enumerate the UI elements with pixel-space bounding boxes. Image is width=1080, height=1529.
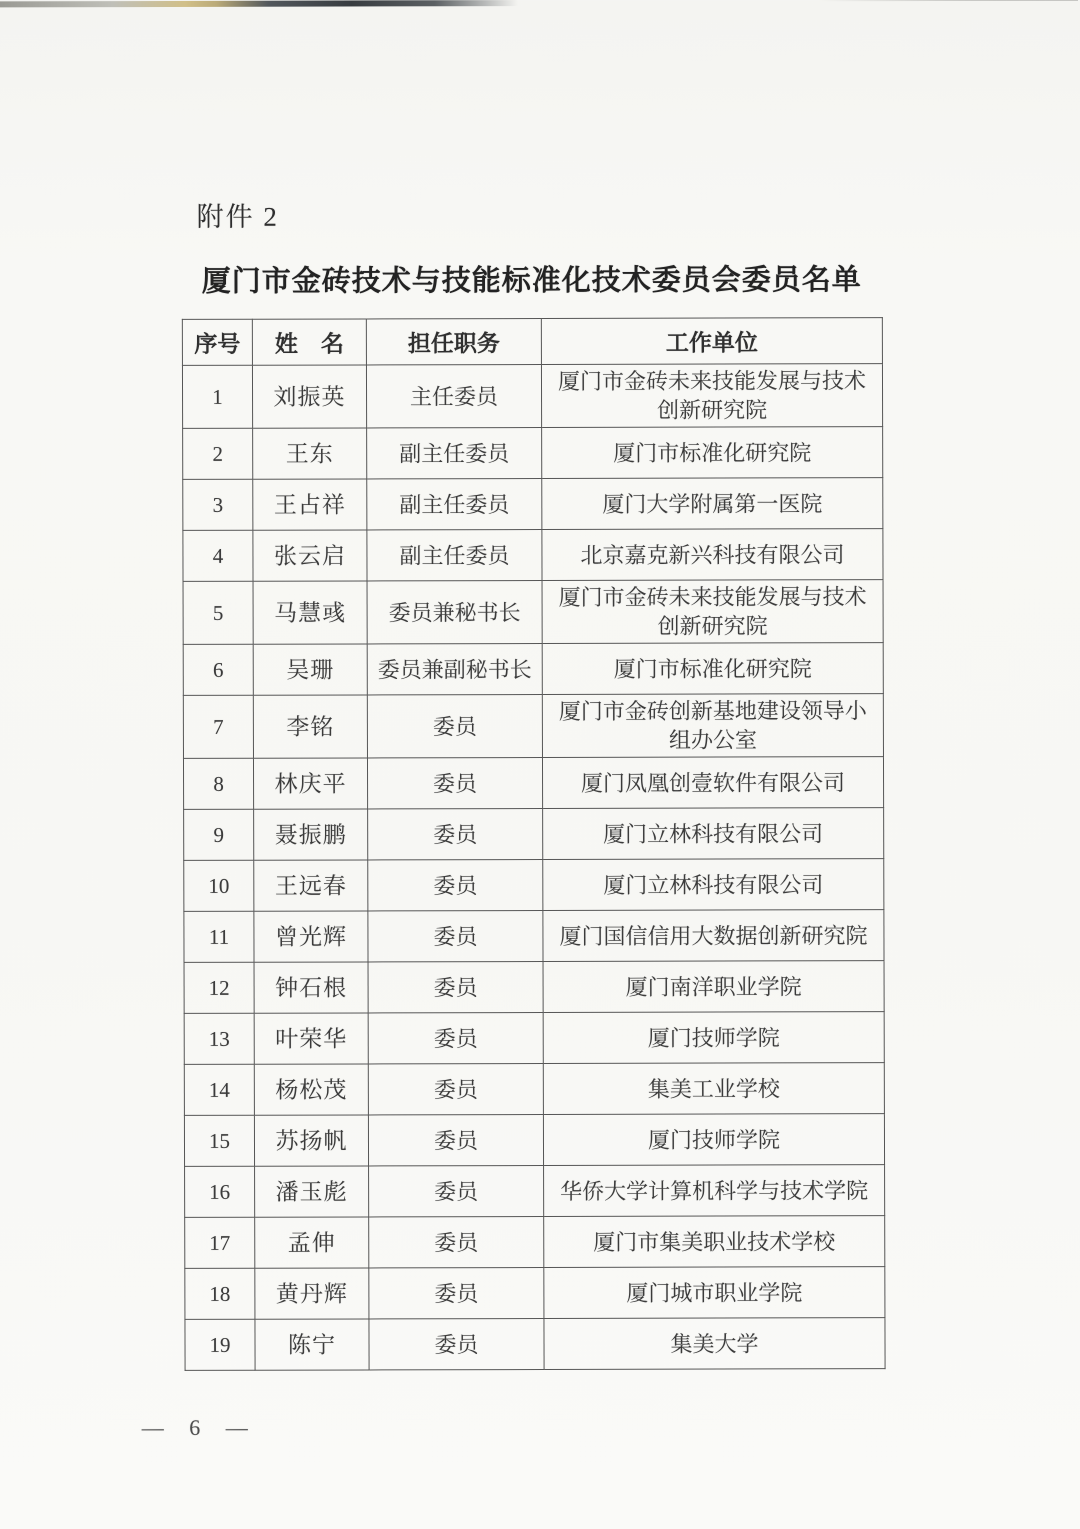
cell-unit: 厦门市集美职业技术学校 (544, 1216, 885, 1268)
page-title: 厦门市金砖技术与技能标准化技术委员会委员名单 (201, 264, 862, 298)
attachment-label: 附件 2 (196, 201, 279, 232)
cell-unit: 集美大学 (544, 1318, 885, 1370)
member-table (182, 317, 886, 1371)
cell-position: 委员 (368, 1063, 543, 1114)
header-row (182, 318, 882, 366)
scan-artifact-top-left (0, 0, 518, 7)
member-table-header (182, 318, 882, 366)
cell-name: 苏扬帆 (254, 1115, 368, 1166)
cell-name: 林庆平 (253, 758, 367, 809)
cell-position: 委员 (367, 694, 542, 757)
cell-name: 叶荣华 (254, 1013, 368, 1064)
cell-no: 15 (184, 1115, 254, 1166)
cell-no: 10 (184, 860, 254, 911)
cell-position: 委员 (369, 1318, 544, 1369)
cell-unit: 集美工业学校 (543, 1063, 884, 1115)
table-row (185, 1216, 885, 1269)
cell-unit: 厦门市金砖创新基地建设领导小组办公室 (542, 694, 883, 758)
cell-name: 张云启 (253, 530, 367, 581)
cell-position: 委员 (369, 1165, 544, 1216)
cell-unit: 厦门国信信用大数据创新研究院 (543, 910, 884, 962)
cell-position: 委员 (367, 757, 542, 808)
table-row (184, 1063, 884, 1116)
cell-unit: 厦门南洋职业学院 (543, 961, 884, 1013)
cell-no: 8 (183, 758, 253, 809)
cell-name: 王远春 (254, 860, 368, 911)
table-row (185, 1318, 885, 1371)
cell-name: 刘振英 (252, 365, 366, 428)
cell-unit: 厦门立林科技有限公司 (543, 859, 884, 911)
header-cell-unit: 工作单位 (541, 318, 882, 365)
cell-unit: 厦门立林科技有限公司 (543, 808, 884, 860)
cell-position: 委员 (368, 1114, 543, 1165)
cell-unit: 厦门凤凰创壹软件有限公司 (542, 757, 883, 809)
cell-position: 副主任委员 (367, 478, 542, 529)
cell-unit: 厦门技师学院 (543, 1012, 884, 1064)
table-row (182, 364, 882, 429)
header-cell-position: 担任职务 (366, 318, 541, 364)
cell-unit: 华侨大学计算机科学与技术学院 (544, 1165, 885, 1217)
cell-unit: 厦门城市职业学院 (544, 1267, 885, 1319)
page-number: — 6 — (141, 1414, 258, 1441)
cell-position: 委员 (368, 910, 543, 961)
cell-no: 13 (184, 1013, 254, 1064)
cell-no: 16 (185, 1166, 255, 1217)
cell-no: 5 (183, 581, 253, 644)
cell-name: 潘玉彪 (255, 1166, 369, 1217)
cell-name: 吴珊 (253, 644, 367, 695)
cell-no: 3 (183, 479, 253, 530)
cell-position: 委员 (369, 1216, 544, 1267)
cell-no: 19 (185, 1319, 255, 1370)
cell-position: 委员 (368, 961, 543, 1012)
cell-position: 委员 (368, 808, 543, 859)
cell-no: 14 (184, 1064, 254, 1115)
cell-position: 委员兼秘书长 (367, 580, 542, 643)
cell-no: 1 (182, 365, 252, 428)
cell-no: 17 (185, 1217, 255, 1268)
member-table-body (182, 364, 885, 1371)
cell-no: 4 (183, 530, 253, 581)
header-cell-name: 姓 名 (252, 319, 366, 365)
table-row (183, 427, 883, 480)
table-row (184, 1114, 884, 1167)
table-row (184, 1012, 884, 1065)
cell-position: 委员兼副秘书长 (367, 643, 542, 694)
table-row (183, 529, 883, 582)
cell-position: 副主任委员 (367, 529, 542, 580)
table-row (185, 1267, 885, 1320)
cell-name: 钟石根 (254, 962, 368, 1013)
cell-name: 曾光辉 (254, 911, 368, 962)
cell-position: 委员 (368, 1012, 543, 1063)
cell-name: 李铭 (253, 695, 367, 758)
header-cell-no: 序号 (182, 319, 252, 365)
cell-unit: 厦门市标准化研究院 (542, 643, 883, 695)
table-row (183, 580, 883, 645)
cell-unit: 北京嘉克新兴科技有限公司 (542, 529, 883, 581)
cell-unit: 厦门大学附属第一医院 (542, 478, 883, 530)
cell-name: 聂振鹏 (254, 809, 368, 860)
cell-name: 杨松茂 (254, 1064, 368, 1115)
cell-no: 12 (184, 962, 254, 1013)
cell-name: 孟伸 (255, 1217, 369, 1268)
table-row (183, 478, 883, 531)
cell-position: 委员 (368, 859, 543, 910)
table-row (184, 961, 884, 1014)
cell-no: 11 (184, 911, 254, 962)
cell-no: 9 (184, 809, 254, 860)
cell-no: 18 (185, 1268, 255, 1319)
cell-no: 7 (183, 695, 253, 758)
table-row (183, 694, 883, 759)
table-row (183, 757, 883, 810)
cell-position: 委员 (369, 1267, 544, 1318)
scan-artifact-top-right (818, 0, 1078, 1)
cell-name: 黄丹辉 (255, 1268, 369, 1319)
cell-unit: 厦门市金砖未来技能发展与技术创新研究院 (542, 580, 883, 644)
cell-no: 2 (183, 428, 253, 479)
cell-unit: 厦门市标准化研究院 (542, 427, 883, 479)
cell-name: 王占祥 (253, 479, 367, 530)
table-row (184, 859, 884, 912)
table-row (184, 910, 884, 963)
cell-name: 王东 (253, 428, 367, 479)
cell-name: 陈宁 (255, 1319, 369, 1370)
table-row (184, 808, 884, 861)
cell-unit: 厦门市金砖未来技能发展与技术创新研究院 (541, 364, 882, 428)
cell-no: 6 (183, 644, 253, 695)
table-row (183, 643, 883, 696)
cell-position: 副主任委员 (367, 427, 542, 478)
cell-name: 马慧彧 (253, 581, 367, 644)
table-row (185, 1165, 885, 1218)
cell-unit: 厦门技师学院 (543, 1114, 884, 1166)
cell-position: 主任委员 (366, 364, 541, 427)
